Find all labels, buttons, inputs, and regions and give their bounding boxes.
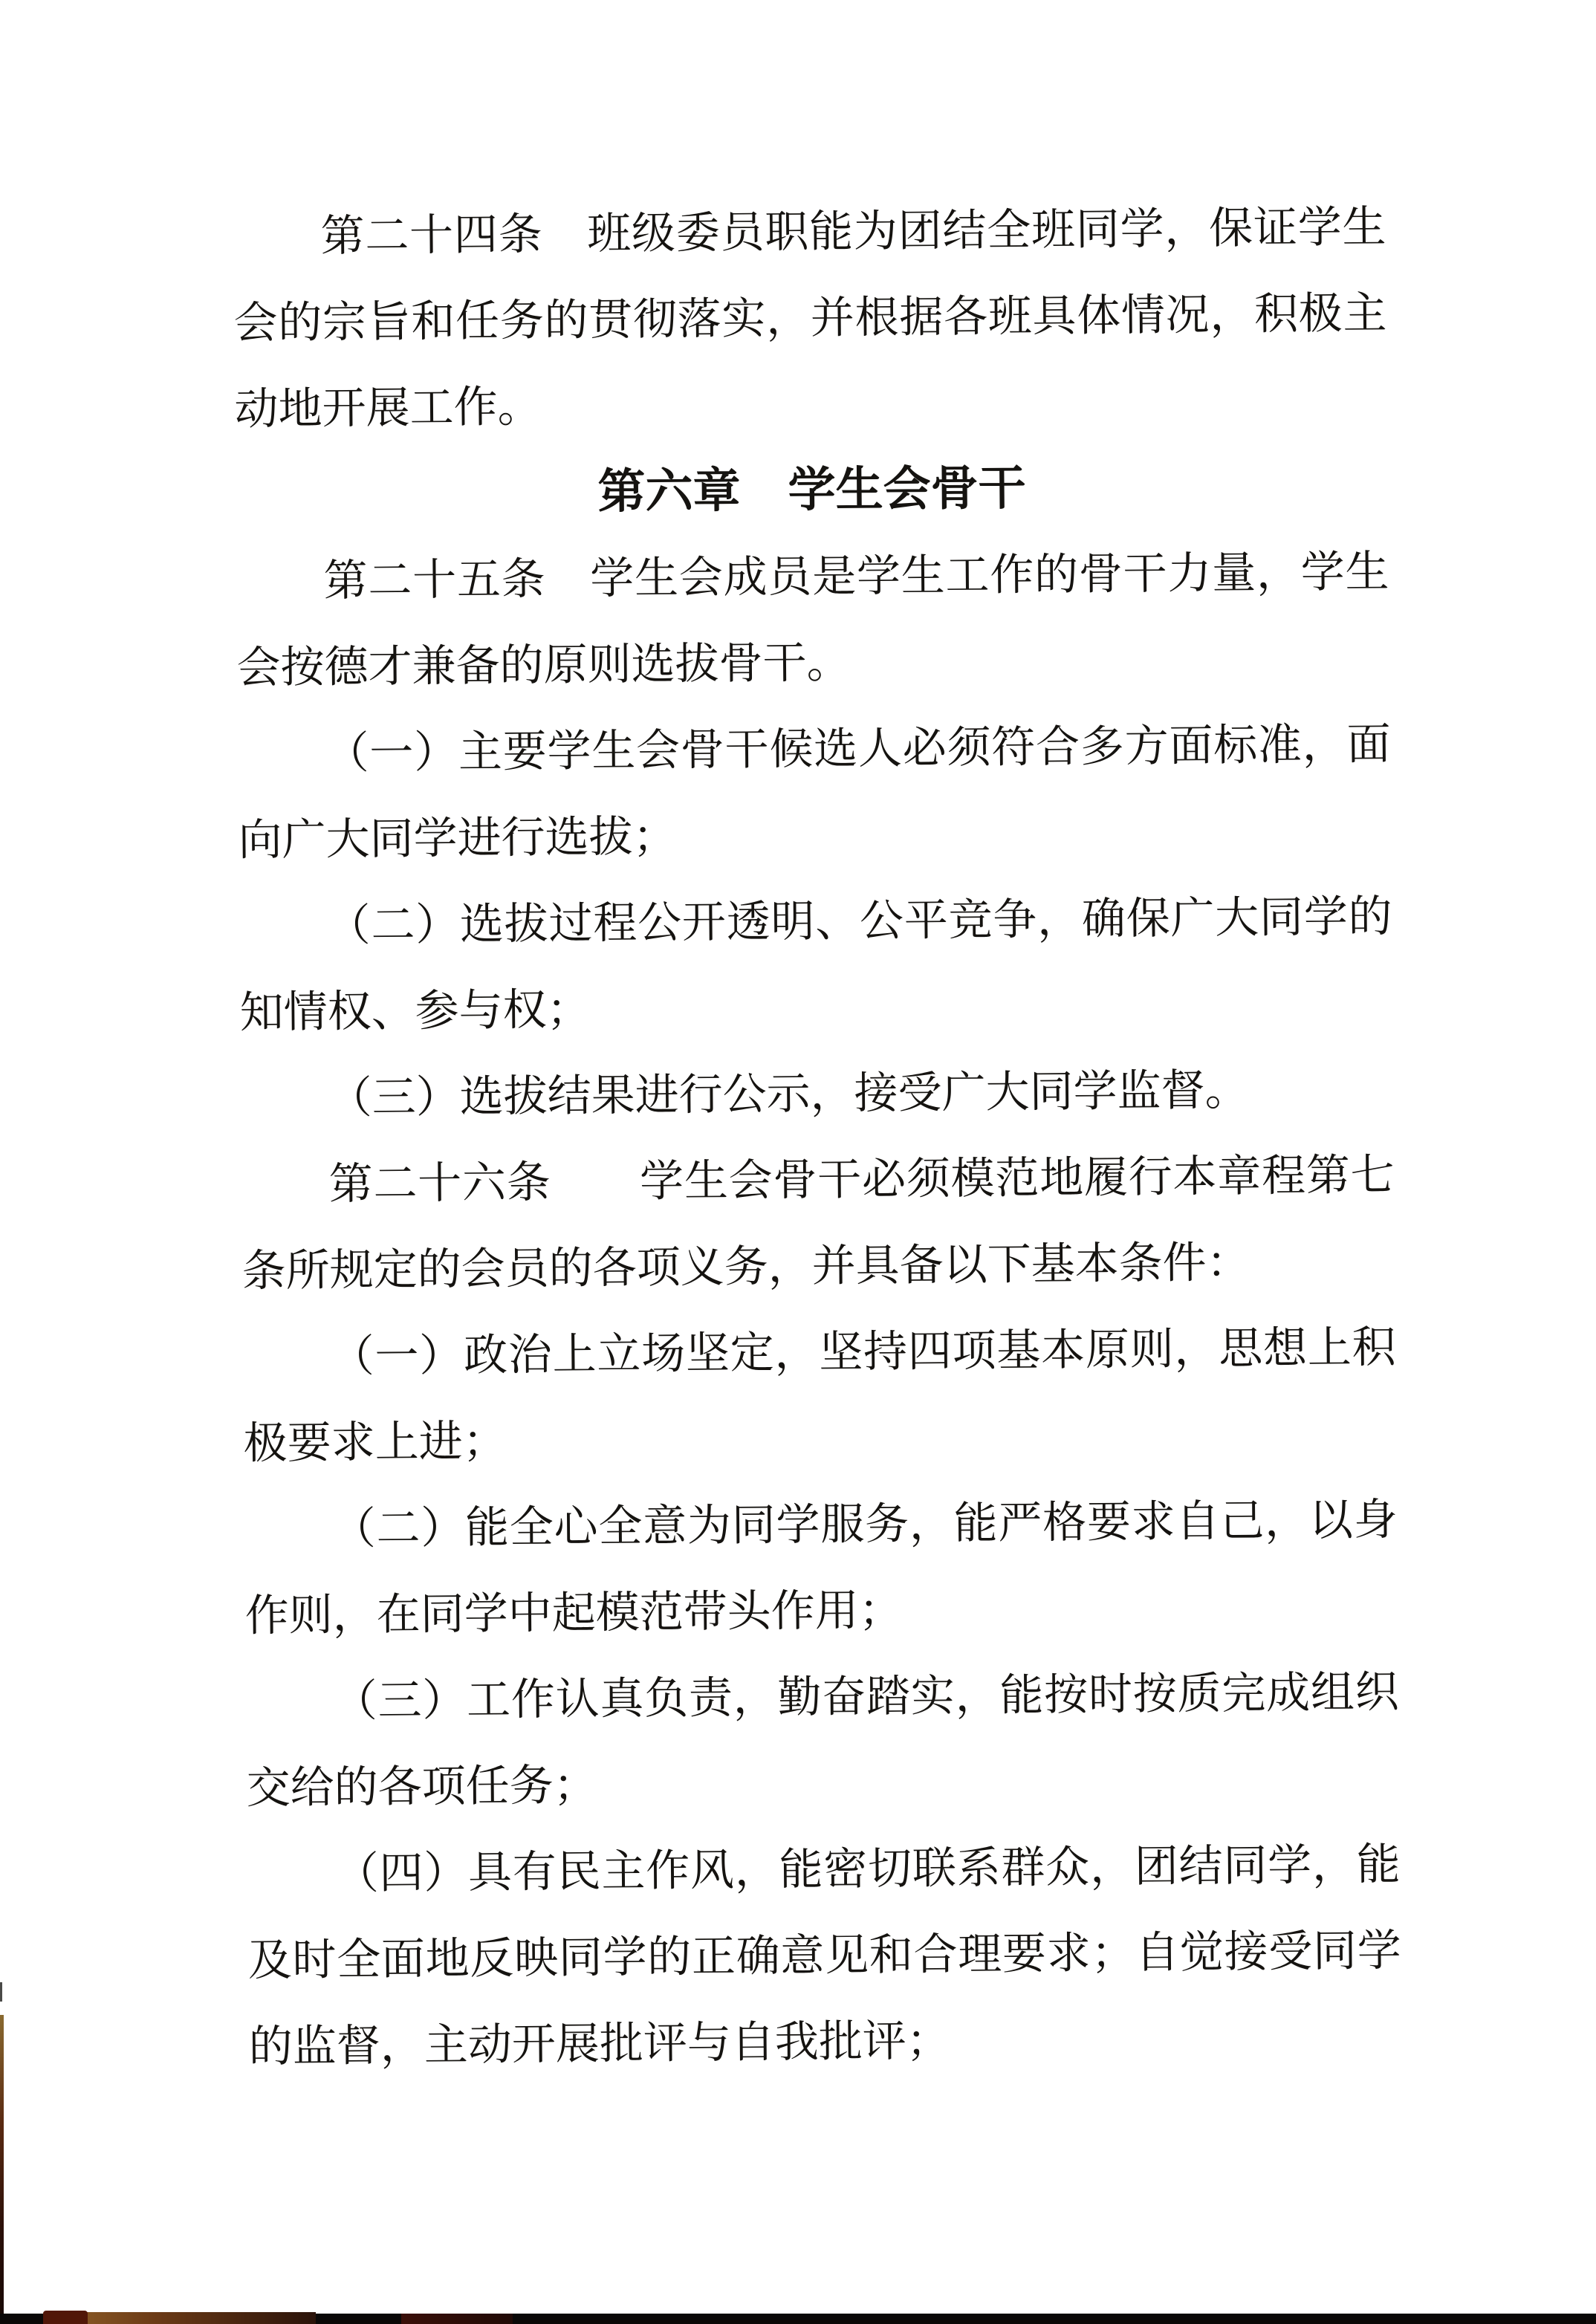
article-25-item-3: （三）选拔结果进行公示，接受广大同学监督。 — [328, 1065, 1249, 1123]
article-26-paragraph: 第二十六条 学生会骨干必须模范地履行本章程第七条所规定的会员的各项义务，并具备以下基本条件： — [241, 1150, 1395, 1296]
article-26-item-3: （三）工作认真负责，勤奋踏实，能按时按质完成组织交给的各项任务； — [246, 1667, 1399, 1813]
scan-left-edge-strip — [0, 2015, 4, 2324]
scan-bottom-red-tint — [401, 2314, 513, 2324]
article-26-item-1: （一）政治上立场坚定，坚持四项基本原则，思想上积极要求上进； — [243, 1322, 1396, 1468]
scan-corner-red-blob — [43, 2311, 88, 2324]
article-26-item-2: （二）能全心全意为同学服务，能严格要求自己，以身作则，在同学中起模范带头作用； — [244, 1495, 1398, 1640]
article-25-item-2: （二）选拔过程公开透明、公平竞争，确保广大同学的知情权、参与权； — [239, 892, 1392, 1037]
article-24-paragraph: 第二十四条 班级委员职能为团结全班同学，保证学生会的宗旨和任务的贯彻落实，并根据各班具体情况，积极主动地开展工作。 — [233, 202, 1387, 434]
chapter-6-heading: 第六章 学生会骨干 — [597, 461, 1026, 519]
document-text-block — [233, 184, 1402, 2089]
scan-bottom-brown-tint — [71, 2312, 316, 2324]
article-25-paragraph: 第二十五条 学生会成员是学生工作的骨干力量，学生会按德才兼备的原则选拔骨干。 — [236, 547, 1389, 692]
scan-left-edge-notch — [0, 1982, 2, 2002]
article-26-item-4: （四）具有民主作风，能密切联系群众，团结同学，能及时全面地反映同学的正确意见和合理要求；自觉接受同学的监督，主动开展批评与自我批评； — [247, 1840, 1402, 2071]
article-25-item-1: （一）主要学生会骨干候选人必须符合多方面标准，面向广大同学进行选拔； — [238, 719, 1391, 865]
